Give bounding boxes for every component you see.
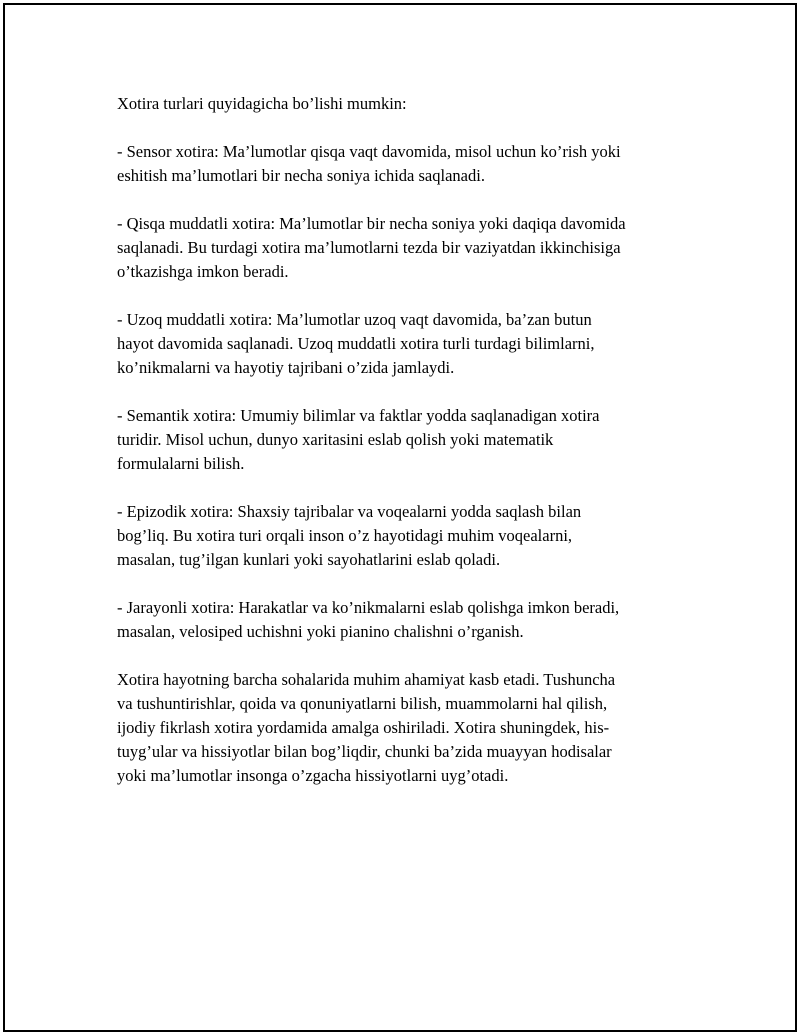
text-line: - Epizodik xotira: Shaxsiy tajribalar va voqealarni yodda saqlash bilan <box>117 502 582 521</box>
document-body <box>117 92 697 812</box>
paragraph-procedural-memory <box>117 596 697 644</box>
text-line: eshitish ma’lumotlari bir necha soniya ichida saqlanadi. <box>117 166 485 185</box>
paragraph-intro <box>117 92 697 116</box>
text-line: masalan, tug’ilgan kunlari yoki sayohatlarini eslab qoladi. <box>117 550 501 569</box>
text-line: ijodiy fikrlash xotira yordamida amalga oshiriladi. Xotira shuningdek, his- <box>117 718 610 737</box>
paragraph-semantic-memory <box>117 404 697 476</box>
text-line: - Sensor xotira: Ma’lumotlar qisqa vaqt davomida, misol uchun ko’rish yoki <box>117 142 621 161</box>
paragraph-episodic-memory <box>117 500 697 572</box>
text-line: tuyg’ular va hissiyotlar bilan bog’liqdir, chunki ba’zida muayyan hodisalar <box>117 742 612 761</box>
text-line: bog’liq. Bu xotira turi orqali inson o’z hayotidagi muhim voqealarni, <box>117 526 573 545</box>
text-line: saqlanadi. Bu turdagi xotira ma’lumotlarni tezda bir vaziyatdan ikkinchisiga <box>117 238 621 257</box>
text-line: yoki ma’lumotlar insonga o’zgacha hissiyotlarni uyg’otadi. <box>117 766 509 785</box>
text-line: va tushuntirishlar, qoida va qonuniyatlarni bilish, muammolarni hal qilish, <box>117 694 608 713</box>
paragraph-short-term-memory <box>117 212 697 284</box>
paragraph-long-term-memory <box>117 308 697 380</box>
text-line: Xotira hayotning barcha sohalarida muhim ahamiyat kasb etadi. Tushuncha <box>117 670 616 689</box>
text-line: turidir. Misol uchun, dunyo xaritasini eslab qolish yoki matematik <box>117 430 554 449</box>
text-line: Xotira turlari quyidagicha bo’lishi mumkin: <box>117 94 407 113</box>
text-line: o’tkazishga imkon beradi. <box>117 262 289 281</box>
paragraph-sensor-memory <box>117 140 697 188</box>
text-line: masalan, velosiped uchishni yoki pianino chalishni o’rganish. <box>117 622 524 641</box>
text-line: - Uzoq muddatli xotira: Ma’lumotlar uzoq vaqt davomida, ba’zan butun <box>117 310 592 329</box>
text-line: - Jarayonli xotira: Harakatlar va ko’nikmalarni eslab qolishga imkon beradi, <box>117 598 620 617</box>
paragraph-conclusion <box>117 668 697 788</box>
text-line: - Qisqa muddatli xotira: Ma’lumotlar bir necha soniya yoki daqiqa davomida <box>117 214 626 233</box>
text-line: hayot davomida saqlanadi. Uzoq muddatli xotira turli turdagi bilimlarni, <box>117 334 595 353</box>
text-line: ko’nikmalarni va hayotiy tajribani o’zida jamlaydi. <box>117 358 455 377</box>
text-line: - Semantik xotira: Umumiy bilimlar va faktlar yodda saqlanadigan xotira <box>117 406 600 425</box>
text-line: formulalarni bilish. <box>117 454 245 473</box>
